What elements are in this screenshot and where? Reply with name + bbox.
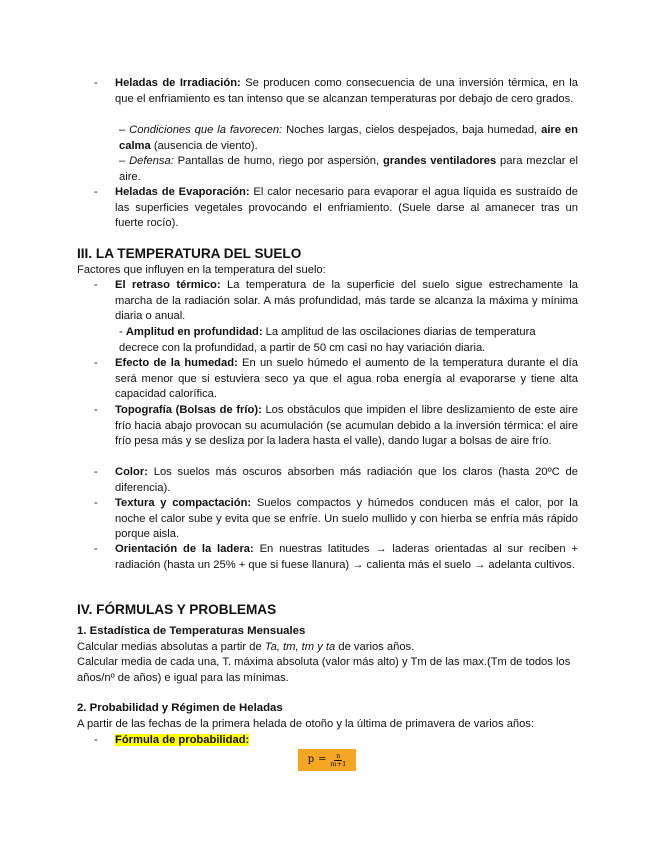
item-text: El calor necesario para evaporar el agua líquida es sustraído de las superficies vegetales provocando el enfriamiento. (Suele darse al amanecer tras un fuerte rocío). bbox=[115, 186, 578, 230]
probability-formula bbox=[298, 749, 356, 771]
para-italic: Ta, tm, tm y ta bbox=[264, 641, 336, 653]
item-label: Color: bbox=[115, 466, 148, 478]
item-label: El retraso térmico: bbox=[115, 279, 221, 291]
section-heading-temperatura-suelo: III. LA TEMPERATURA DEL SUELO bbox=[77, 246, 302, 261]
para-text: Calcular medias absolutas a partir de bbox=[77, 641, 265, 653]
list-item-formula-probabilidad bbox=[96, 733, 578, 749]
sub-item-text: La amplitud de las oscilaciones diarias de temperatura decrece con la profundidad, a partir de 50 cm casi no hay variación diaria. bbox=[119, 326, 536, 354]
list-item-textura bbox=[96, 496, 578, 543]
sub-item-text-end: (ausencia de viento). bbox=[150, 139, 258, 152]
sub-item-text: Noches largas, cielos despejados, baja humedad, bbox=[282, 124, 542, 136]
sub-item-condiciones: – Condiciones que la favorecen: Noches largas, cielos despejados, baja humedad, aire en calma (ausencia de viento). bbox=[119, 124, 578, 152]
formula-fraction bbox=[331, 753, 347, 768]
sub-item-label: Defensa: bbox=[129, 155, 174, 167]
sub-item-label: Amplitud en profundidad: bbox=[125, 326, 263, 338]
sub-item-bold: grandes ventiladores bbox=[382, 155, 497, 167]
sub-item-prefix: - bbox=[119, 326, 126, 338]
paragraph-medias bbox=[77, 640, 577, 656]
sub-item-bold: aire en calma bbox=[119, 124, 578, 152]
list-item-orientacion bbox=[96, 542, 578, 573]
item-label: Textura y compactación: bbox=[115, 497, 252, 509]
formula-numerator: n bbox=[336, 751, 341, 760]
formula-equals: = bbox=[318, 754, 327, 766]
item-label: Topografía (Bolsas de frío): bbox=[115, 404, 262, 416]
sub-item-defensa: – Defensa: Pantallas de humo, riego por aspersión, grandes ventiladores para mezclar el aire. bbox=[119, 155, 578, 183]
formula-lhs: p bbox=[307, 754, 315, 766]
list-item-humedad bbox=[96, 356, 578, 403]
sub-item-text: Pantallas de humo, riego por aspersión, bbox=[173, 155, 383, 167]
section-heading-formulas: IV. FÓRMULAS Y PROBLEMAS bbox=[77, 602, 277, 617]
sub-item-text-end: para mezclar el aire. bbox=[119, 155, 578, 183]
paragraph-media-cada-una: Calcular media de cada una, T. máxima absoluta (valor más alto) y Tm de las max.(Tm de todos los años/nº de años) e igual para las mínimas. bbox=[77, 656, 571, 684]
bullet-dash: - bbox=[94, 357, 98, 369]
bullet-dash: - bbox=[94, 497, 98, 509]
item-label: Orientación de la ladera: bbox=[115, 543, 254, 555]
subsection-heading-probabilidad: 2. Probabilidad y Régimen de Heladas bbox=[77, 702, 283, 714]
section-intro: Factores que influyen en la temperatura del suelo: bbox=[77, 264, 326, 276]
item-label: Efecto de la humedad: bbox=[115, 357, 238, 369]
list-item-heladas-evaporacion bbox=[96, 185, 578, 232]
bullet-dash: - bbox=[94, 279, 98, 291]
bullet-dash: - bbox=[94, 466, 98, 478]
bullet-dash: - bbox=[94, 77, 98, 89]
bullet-dash: - bbox=[94, 734, 98, 746]
highlighted-label: Fórmula de probabilidad: bbox=[115, 734, 250, 746]
subsection-heading-estadistica: 1. Estadística de Temperaturas Mensuales bbox=[77, 625, 306, 637]
list-item-heladas-irradiacion bbox=[96, 76, 578, 107]
item-text: Los obstáculos que impiden el libre deslizamiento de este aire frío hacia abajo provocan su acumulación (se acumulan debido a la inversión térmica: el aire frío pesa más y se desliza por la ladera hasta el valle), dando lugar a bolsas de aire frío. bbox=[115, 404, 578, 448]
item-text: En un suelo húmedo el aumento de la temperatura durante el día será menor que si estuviera seco ya que el agua roba energía al evaporarse y tiene alta capacidad calorífica. bbox=[115, 357, 578, 401]
item-text: Se producen como consecuencia de una inversión térmica, en la que el enfriamiento es tan intenso que se alcanzan temperaturas por debajo de cero grados. bbox=[115, 77, 579, 105]
item-label: Heladas de Irradiación: bbox=[115, 77, 241, 89]
formula-denominator: m+1 bbox=[330, 759, 347, 768]
item-text: La temperatura de la superficie del suelo sigue estrechamente la marcha de la radiación solar. A más profundidad, más tarde se alcanza la máxima y mínima diaria o anual. bbox=[115, 279, 578, 323]
item-text: Los suelos más oscuros absorben más radiación que los claros (hasta 20ºC de diferencia). bbox=[115, 466, 578, 494]
sub-item-amplitud bbox=[119, 325, 564, 356]
list-item-topografia bbox=[96, 403, 578, 450]
list-item-retraso-termico bbox=[96, 278, 578, 325]
bullet-dash: - bbox=[94, 543, 98, 555]
para-text-end: de varios años. bbox=[335, 641, 415, 653]
list-item-color bbox=[96, 465, 578, 496]
paragraph-fechas-heladas: A partir de las fechas de la primera helada de otoño y la última de primavera de varios años: bbox=[77, 718, 535, 730]
bullet-dash: - bbox=[94, 404, 98, 416]
item-label: Heladas de Evaporación: bbox=[115, 186, 250, 198]
item-text: En nuestras latitudes → laderas orientadas al sur reciben + radiación (hasta un 25% + que si fuese llanura) → calienta más el suelo → adelanta cultivos. bbox=[115, 543, 578, 571]
bullet-dash: - bbox=[94, 186, 98, 198]
item-text: Suelos compactos y húmedos conducen más el calor, por la noche el calor sube y evita que se enfríe. Un suelo mullido y con hierba se enfría más rápido porque aisla. bbox=[115, 497, 578, 541]
sub-item-label: Condiciones que la favorecen: bbox=[129, 124, 283, 136]
